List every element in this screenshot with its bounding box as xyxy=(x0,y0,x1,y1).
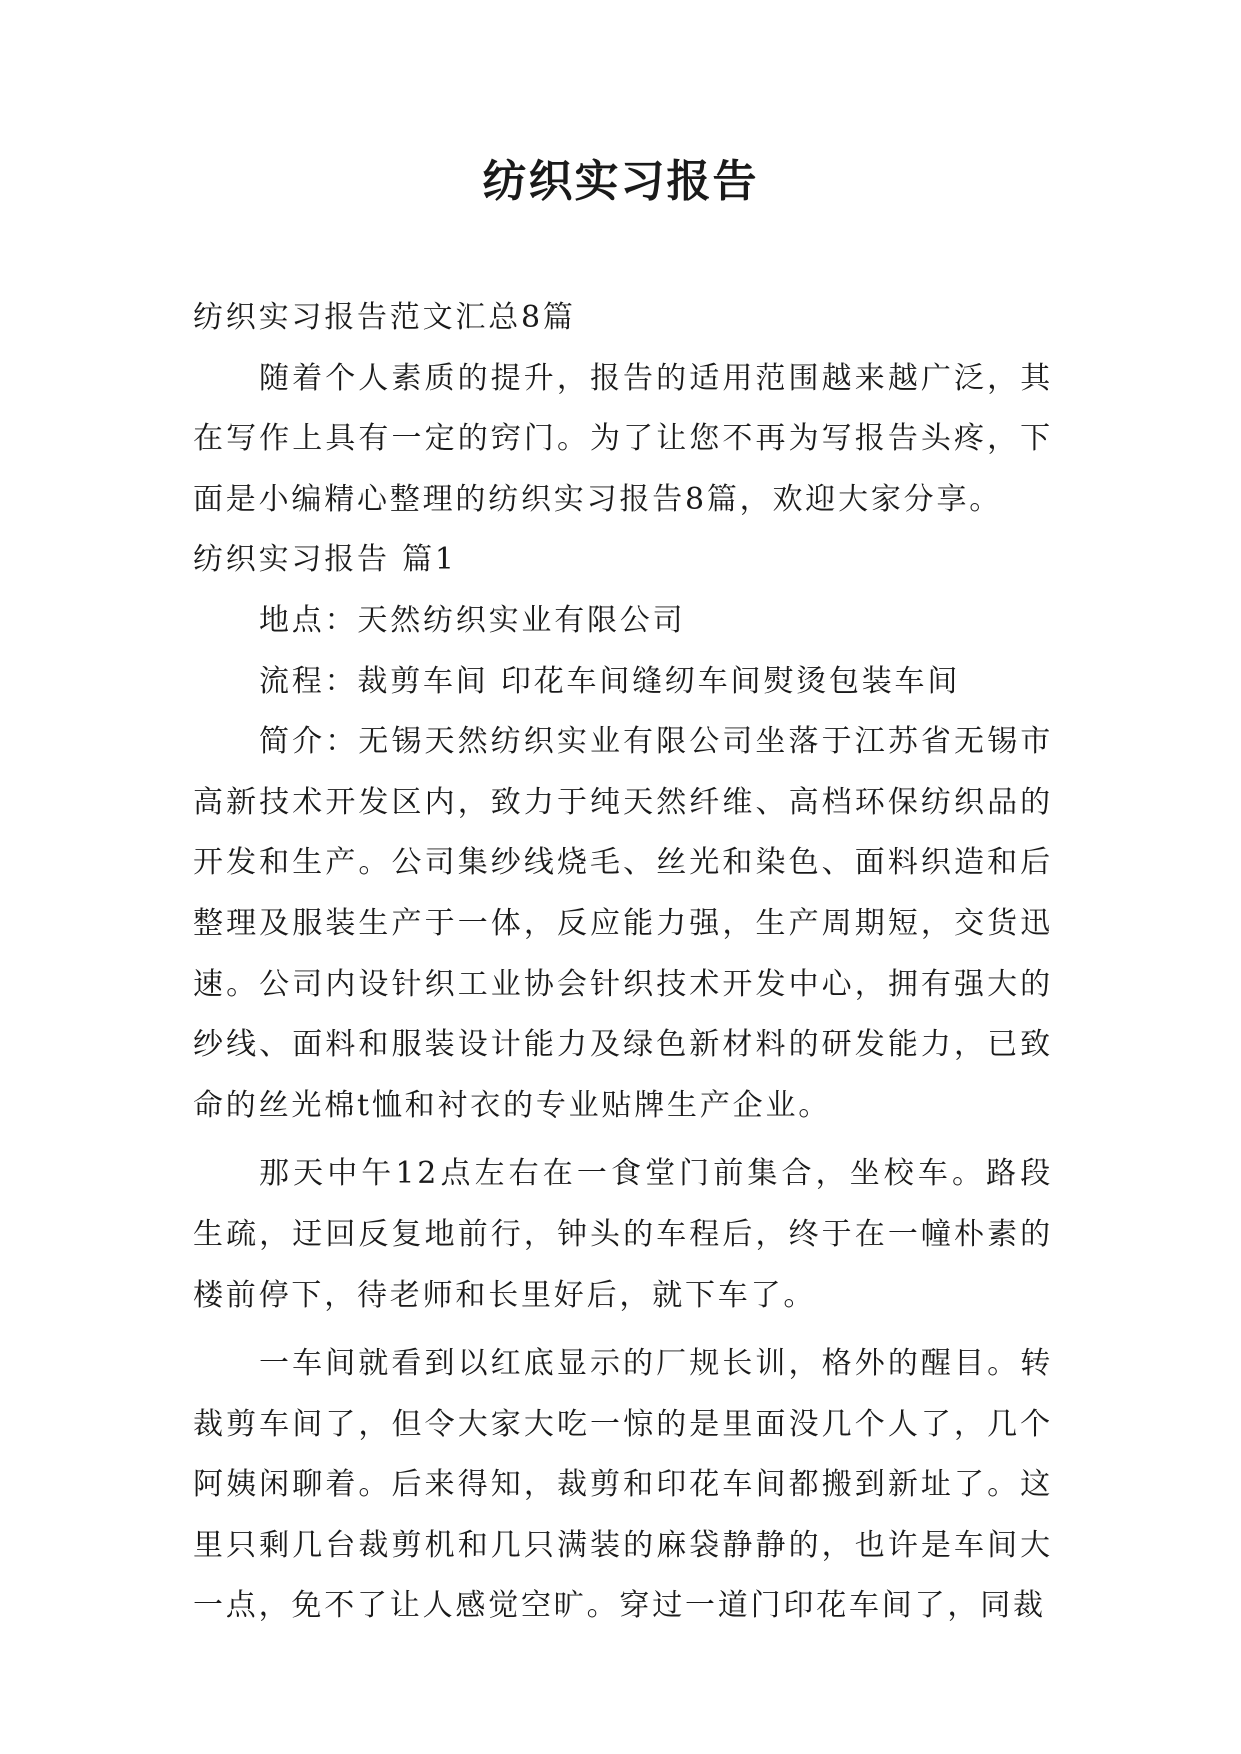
process-line: 流程：裁剪车间 印花车间缝纫车间熨烫包装车间 xyxy=(259,663,961,699)
intro-paragraph: 随着个人素质的提升，报告的适用范围越来越广泛，其在写作上具有一定的窍门。为了让您不再为写报告头疼，下面是小编精心整理的纺织实习报告8篇，欢迎大家分享。 xyxy=(193,360,1053,517)
document-title: 纺织实习报告 xyxy=(482,156,759,207)
document-subtitle: 纺织实习报告范文汇总8篇 xyxy=(193,300,576,335)
section-heading: 纺织实习报告 篇1 xyxy=(193,542,457,578)
paragraph-gap xyxy=(193,1136,1053,1144)
arrival-paragraph: 那天中午12点左右在一食堂门前集合，坐校车。路段生疏，迂回反复地前行，钟头的车程后，终于在一幢朴素的楼前停下，待老师和长里好后，就下车了。 xyxy=(193,1156,1053,1313)
document-body xyxy=(193,288,1053,1637)
company-summary-paragraph: 简介：无锡天然纺织实业有限公司坐落于江苏省无锡市高新技术开发区内，致力于纯天然纤维、高档环保纺织品的开发和生产。公司集纱线烧毛、丝光和染色、面料织造和后整理及服装生产于一体，反应能力强，生产周期短，交货迅速。公司内设针织工业协会针织技术开发中心，拥有强大的纱线、面料和服装设计能力及绿色新材料的研发能力，已致命的丝光棉t恤和衬衣的专业贴牌生产企业。 xyxy=(193,724,1053,1123)
location-line: 地点：天然纺织实业有限公司 xyxy=(259,602,686,638)
paragraph-gap xyxy=(193,1326,1053,1334)
workshop-paragraph: 一车间就看到以红底显示的厂规长训，格外的醒目。转裁剪车间了，但令大家大吃一惊的是里面没几个人了，几个阿姨闲聊着。后来得知，裁剪和印花车间都搬到新址了。这里只剩几台裁剪机和几只满装的麻袋静静的，也许是车间大一点，免不了让人感觉空旷。穿过一道门印花车间了，同裁 xyxy=(193,1346,1053,1624)
